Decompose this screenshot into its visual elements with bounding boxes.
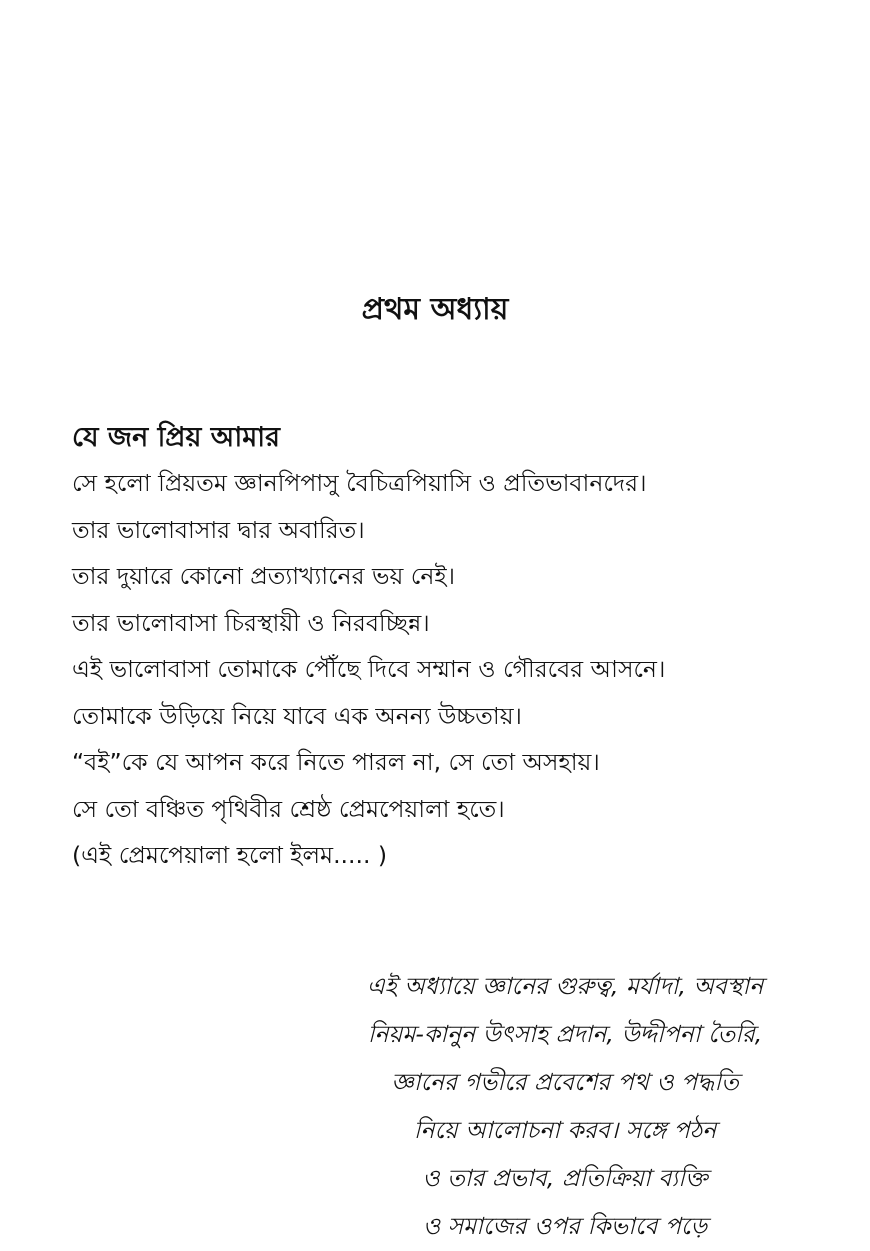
- poem-heading: যে জন প্রিয় আমার: [72, 422, 280, 453]
- poem-line: তোমাকে উড়িয়ে নিয়ে যাবে এক অনন্য উচ্চতায়।: [72, 701, 522, 730]
- poem-block: [72, 418, 832, 879]
- chapter-summary: [330, 962, 800, 1250]
- poem-line: তার ভালোবাসা চিরস্থায়ী ও নিরবচ্ছিন্ন।: [72, 608, 430, 637]
- summary-line: ও তার প্রভাব, প্রতিক্রিয়া ব্যক্তি: [422, 1164, 708, 1192]
- summary-line: জ্ঞানের গভীরে প্রবেশের পথ ও পদ্ধতি: [391, 1068, 739, 1096]
- summary-line: ও সমাজের ওপর কিভাবে পড়ে: [422, 1212, 708, 1240]
- summary-line: নিয়ে আলোচনা করব। সঙ্গে পঠন: [413, 1116, 717, 1144]
- poem-line: “বই”কে যে আপন করে নিতে পারল না, সে তো অসহায়।: [72, 748, 600, 776]
- poem-line: সে হলো প্রিয়তম জ্ঞানপিপাসু বৈচিত্রপিয়াসি ও প্রতিভাবানদের।: [72, 469, 647, 497]
- poem-line: তার দুয়ারে কোনো প্রত্যাখ্যানের ভয় নেই।: [72, 562, 455, 590]
- poem-line: এই ভালোবাসা তোমাকে পৌঁছে দিবে সম্মান ও গৌরবের আসনে।: [72, 655, 666, 683]
- chapter-title: প্রথম অধ্যায়: [361, 292, 509, 327]
- poem-line: (এই প্রেমপেয়ালা হলো ইলম..... ): [72, 841, 388, 869]
- summary-line: নিয়ম-কানুন উৎসাহ প্রদান, উদ্দীপনা তৈরি,: [367, 1020, 763, 1048]
- poem-line: তার ভালোবাসার দ্বার অবারিত।: [72, 515, 365, 544]
- summary-line: এই অধ্যায়ে জ্ঞানের গুরুত্ব, মর্যাদা, অবস্থান: [366, 972, 764, 1000]
- poem-line: সে তো বঞ্চিত পৃথিবীর শ্রেষ্ঠ প্রেমপেয়ালা হতে।: [72, 794, 505, 823]
